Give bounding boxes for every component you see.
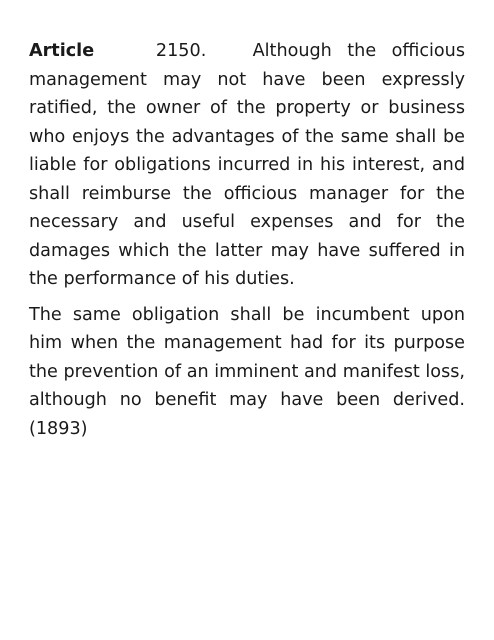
document-page [29,37,465,443]
article-label: Article [29,41,95,61]
article-number: 2150. [155,41,207,61]
article-body: Although the officious management may not have been expressly ratified, the owner of the property or business who enjoys the advantages of the same shall be liable for obligations incurred in his interest, and shall reimburse the officious manager for the necessary and useful expenses and for the damages which the latter may have suffered in the performance of his duties. [29,41,466,289]
second-paragraph: The same obligation shall be incumbent upon him when the management had for its purpose the prevention of an imminent and manifest loss, although no benefit may have been derived. (1893) [29,304,465,439]
article-paragraph [29,37,465,294]
